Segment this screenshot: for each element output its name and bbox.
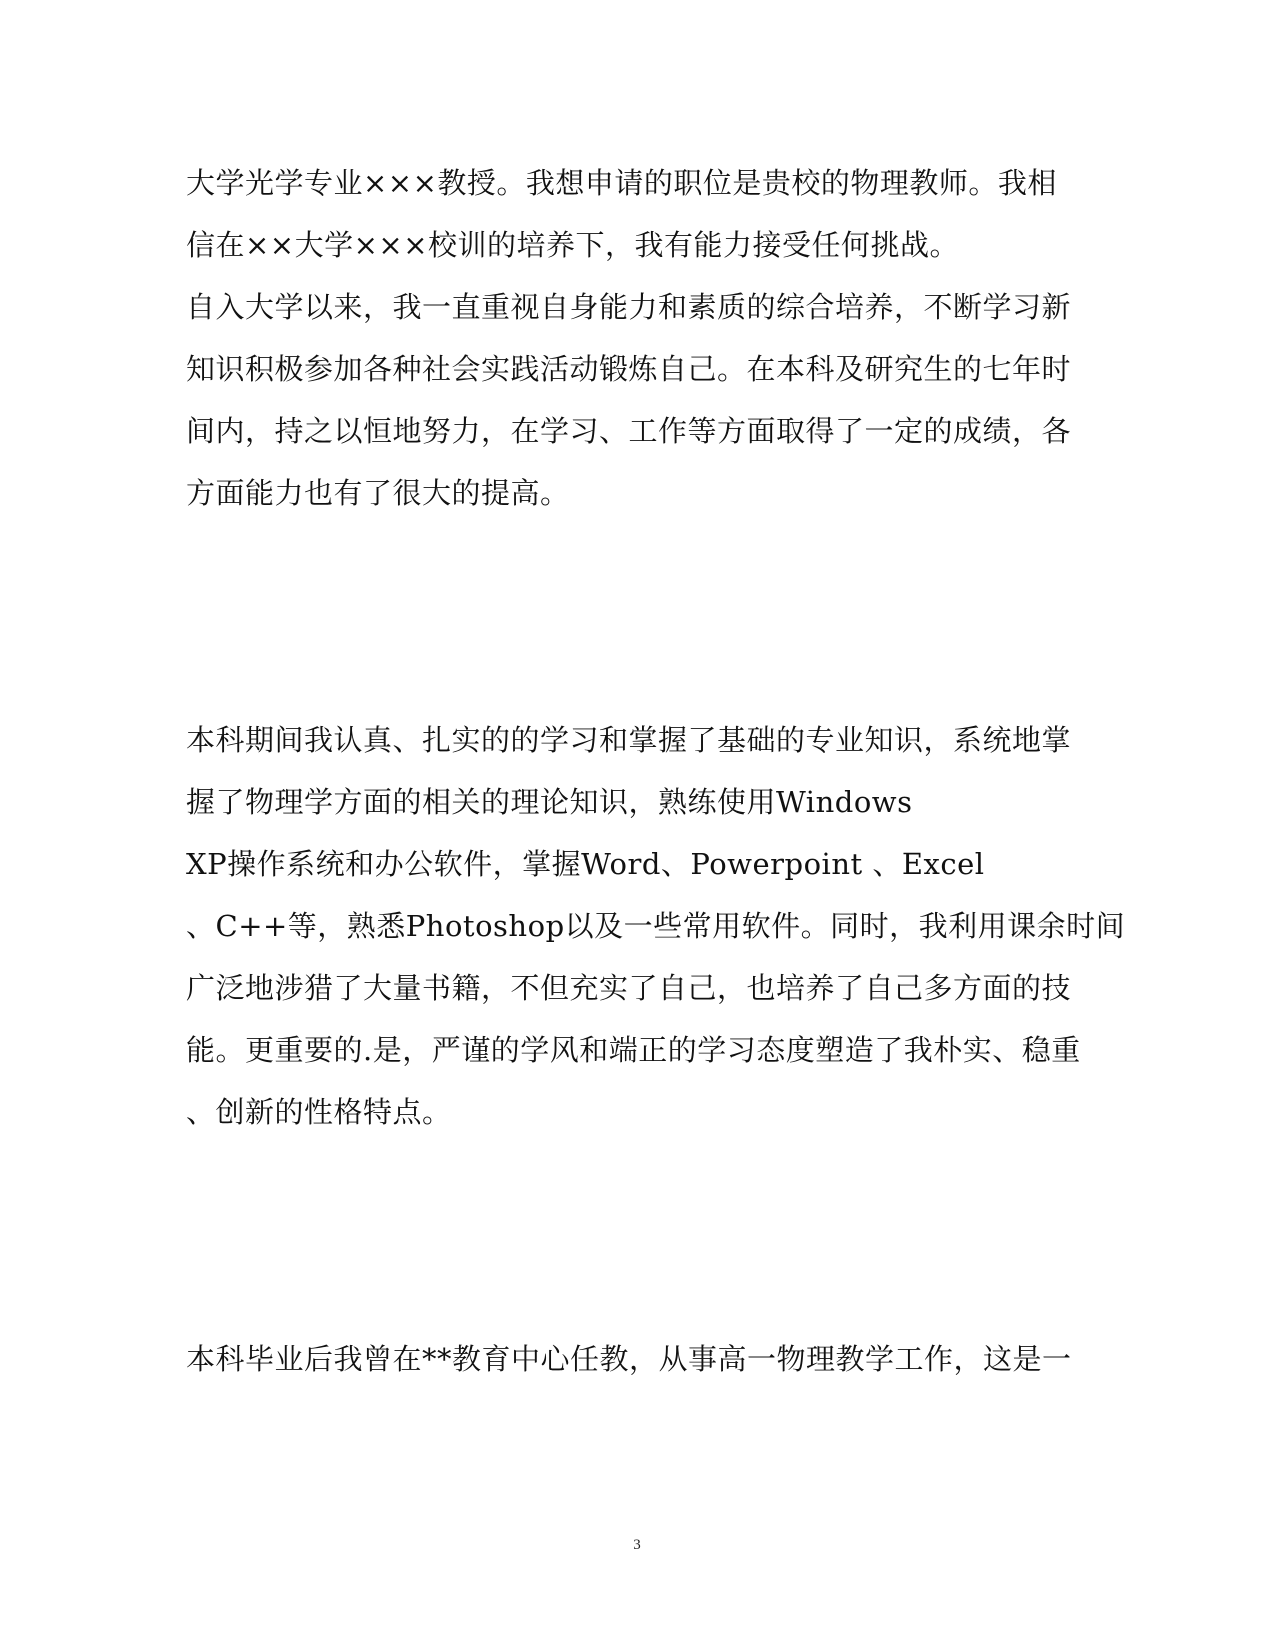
paragraph-3-line-4: 、C++等，熟悉Photoshop以及一些常用软件。同时，我利用课余时间	[186, 909, 1126, 943]
paragraph-2-line-1: 自入大学以来，我一直重视自身能力和素质的综合培养，不断学习新	[186, 290, 1072, 324]
paragraph-1-line-2: 信在××大学×××校训的培养下，我有能力接受任何挑战。	[186, 228, 959, 262]
paragraph-3-line-2: 握了物理学方面的相关的理论知识，熟练使用Windows	[186, 785, 913, 819]
paragraph-3-line-5: 广泛地涉猎了大量书籍，不但充实了自己，也培养了自己多方面的技	[186, 971, 1072, 1005]
paragraph-3-line-1: 本科期间我认真、扎实的的学习和掌握了基础的专业知识，系统地掌	[186, 723, 1072, 757]
paragraph-2-line-3: 间内，持之以恒地努力，在学习、工作等方面取得了一定的成绩，各	[186, 414, 1072, 448]
paragraph-1-line-1: 大学光学专业×××教授。我想申请的职位是贵校的物理教师。我相	[186, 166, 1057, 200]
paragraph-3-line-6: 能。更重要的.是，严谨的学风和端正的学习态度塑造了我朴实、稳重	[186, 1033, 1081, 1067]
paragraph-2-line-2: 知识积极参加各种社会实践活动锻炼自己。在本科及研究生的七年时	[186, 352, 1072, 386]
paragraph-3-line-3: XP操作系统和办公软件，掌握Word、Powerpoint 、Excel	[186, 847, 985, 881]
paragraph-3-line-7: 、创新的性格特点。	[186, 1095, 452, 1129]
paragraph-4-line-1: 本科毕业后我曾在**教育中心任教，从事高一物理教学工作，这是一	[186, 1342, 1072, 1376]
paragraph-2-line-4: 方面能力也有了很大的提高。	[186, 476, 570, 510]
page-number: 3	[633, 1537, 641, 1553]
